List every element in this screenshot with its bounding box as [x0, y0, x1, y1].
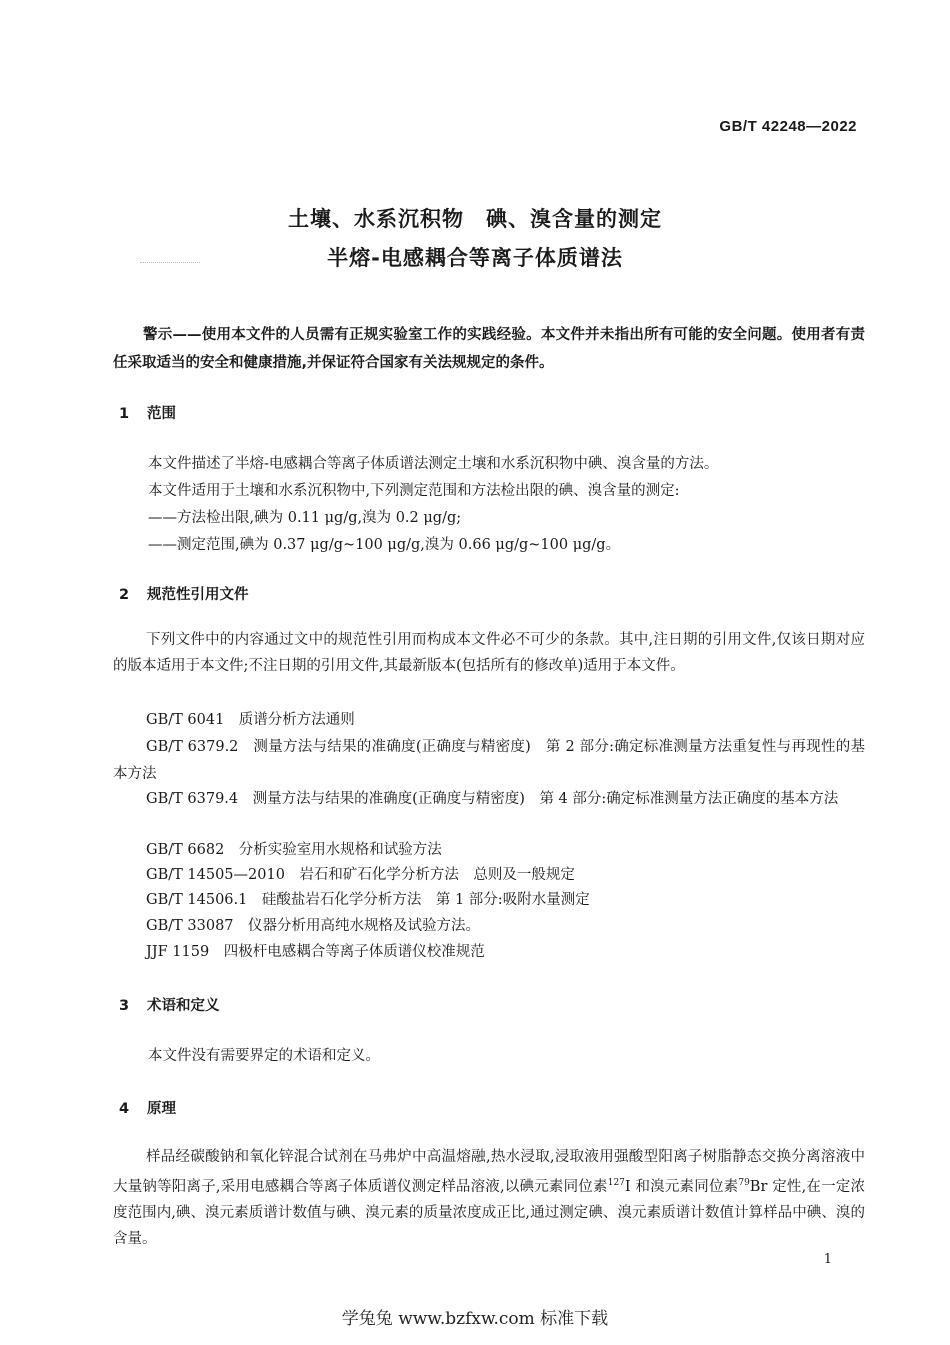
section-number: 1 [119, 406, 130, 422]
reference-item: GB/T 6041 质谱分析方法通则 [146, 712, 355, 728]
reference-item: GB/T 33087 仪器分析用高纯水规格及试验方法。 [146, 918, 481, 934]
reference-item: GB/T 6682 分析实验室用水规格和试验方法 [146, 842, 442, 858]
principle-text-part-3: Br 定性,在一定浓度范围内,碘、溴元素质谱计数值与碘、溴元素的质量浓度成正比,通过测定碘、溴元素质谱计数值计算样品中碘、溴的含量。 [113, 1178, 865, 1247]
section-4-paragraph [113, 1144, 865, 1252]
reference-item: JJF 1159 四极杆电感耦合等离子体质谱仪校准规范 [146, 944, 485, 960]
section-1-list-item: ——方法检出限,碘为 0.11 μg/g,溴为 0.2 μg/g; [148, 510, 462, 526]
document-title-line-2: 半熔-电感耦合等离子体质谱法 [327, 246, 623, 270]
section-title: 术语和定义 [147, 998, 220, 1014]
safety-warning: 警示——使用本文件的人员需有正规实验室工作的实践经验。本文件并未指出所有可能的安全问题。使用者有责任采取适当的安全和健康措施,并保证符合国家有关法规规定的条件。 [113, 327, 865, 371]
document-title-line-1: 土壤、水系沉积物 碘、溴含量的测定 [288, 207, 662, 231]
section-3-paragraph: 本文件没有需要界定的术语和定义。 [148, 1048, 380, 1064]
principle-text-part-1: 样品经碳酸钠和氧化锌混合试剂在马弗炉中高温熔融,热水浸取,浸取液用强酸型阳离子树脂静态交换分离溶液中大量钠等阳离子,采用电感耦合等离子体质谱仪测定样品溶液,以碘元素同位素 [113, 1149, 865, 1195]
page-number: 1 [823, 1252, 832, 1267]
reference-item: GB/T 14506.1 硅酸盐岩石化学分析方法 第 1 部分:吸附水量测定 [146, 892, 590, 908]
iodine-isotope-mass: 127 [607, 1178, 625, 1188]
section-2-intro: 下列文件中的内容通过文中的规范性引用而构成本文件必不可少的条款。其中,注日期的引用文件,仅该日期对应的版本适用于本文件;不注日期的引用文件,其最新版本(包括所有的修改单)适用于本文件。 [113, 632, 865, 674]
section-1-paragraph-2: 本文件适用于土壤和水系沉积物中,下列测定范围和方法检出限的碘、溴含量的测定: [148, 483, 680, 499]
reference-item: GB/T 6379.4 测量方法与结果的准确度(正确度与精密度) 第 4 部分:确定标准测量方法正确度的基本方法 [146, 791, 839, 807]
reference-item: GB/T 6379.2 测量方法与结果的准确度(正确度与精密度) 第 2 部分:确定标准测量方法重复性与再现性的基本方法 [113, 739, 865, 782]
section-4-heading [119, 1097, 176, 1118]
section-number: 3 [119, 998, 130, 1014]
section-title: 范围 [147, 406, 176, 422]
footer-watermark: 学兔兔 www.bzfxw.com 标准下载 [341, 1309, 609, 1329]
section-1-heading [119, 402, 176, 423]
section-title: 规范性引用文件 [147, 587, 249, 603]
section-number: 2 [119, 587, 130, 603]
standard-number: GB/T 42248—2022 [719, 118, 857, 135]
section-1-list-item: ——测定范围,碘为 0.37 μg/g~100 μg/g,溴为 0.66 μg/g~100 μg/g。 [148, 537, 621, 553]
bromine-isotope-mass: 79 [738, 1178, 750, 1188]
reference-item: GB/T 14505—2010 岩石和矿石化学分析方法 总则及一般规定 [146, 867, 575, 883]
section-3-heading [119, 994, 220, 1015]
section-title: 原理 [147, 1101, 176, 1117]
section-2-heading [119, 583, 249, 604]
principle-text-part-2: I 和溴元素同位素 [624, 1178, 739, 1195]
section-1-paragraph-1: 本文件描述了半熔-电感耦合等离子体质谱法测定土壤和水系沉积物中碘、溴含量的方法。 [148, 456, 719, 472]
section-number: 4 [119, 1101, 130, 1117]
scan-artifact [140, 262, 200, 265]
